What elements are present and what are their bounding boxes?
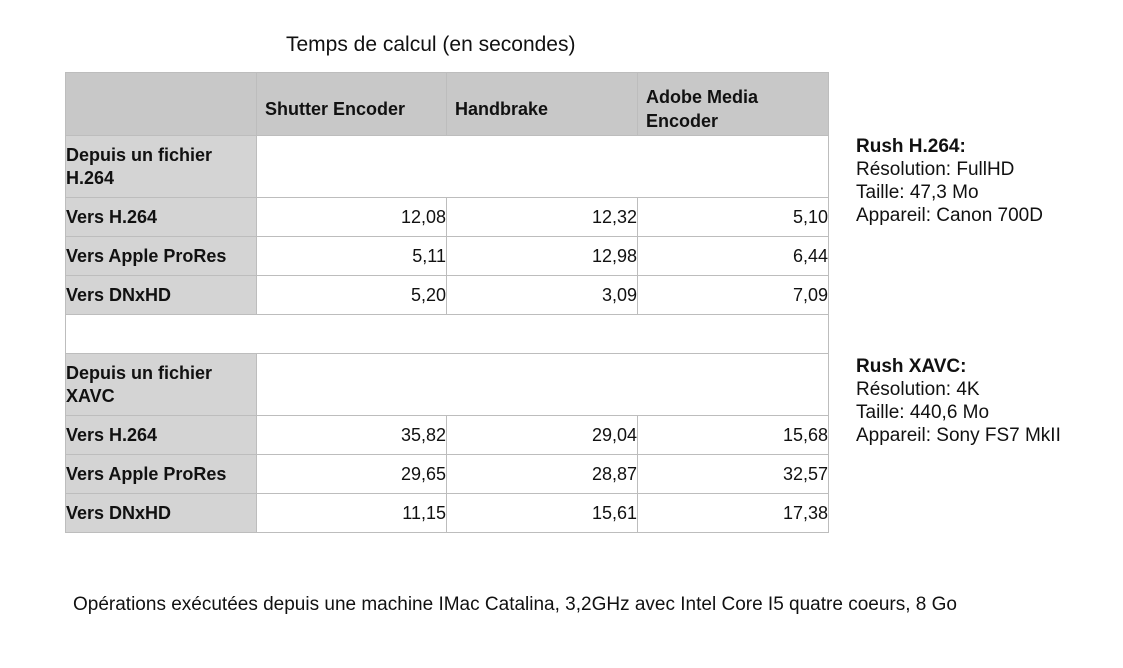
group-blank-cell [257, 354, 829, 416]
table-cell: 12,98 [447, 237, 638, 276]
rush-h264-info [856, 135, 1043, 227]
group-label: Depuis un fichier XAVC [66, 354, 257, 416]
rush-size: Taille: 440,6 Mo [856, 402, 990, 423]
table-cell: 12,08 [257, 198, 447, 237]
table-cell: 5,10 [638, 198, 829, 237]
footer-note: Opérations exécutées depuis une machine IMac Catalina, 3,2GHz avec Intel Core I5 quatre coeurs, 8 Go [73, 594, 957, 615]
spacer-row [66, 315, 829, 354]
table-cell: 29,04 [447, 416, 638, 455]
col-header-adobe-media-encoder: Adobe Media Encoder [638, 73, 829, 136]
table-cell: 17,38 [638, 494, 829, 533]
table-row [66, 455, 829, 494]
row-label: Vers Apple ProRes [66, 237, 257, 276]
table-cell: 7,09 [638, 276, 829, 315]
rush-resolution: Résolution: 4K [856, 379, 980, 400]
group-row-xavc [66, 354, 829, 416]
timing-table [65, 72, 829, 533]
table-cell: 5,20 [257, 276, 447, 315]
rush-title: Rush XAVC: [856, 356, 967, 377]
table-row [66, 416, 829, 455]
rush-resolution: Résolution: FullHD [856, 159, 1015, 180]
col-header-handbrake: Handbrake [447, 73, 638, 136]
rush-device: Appareil: Canon 700D [856, 205, 1043, 226]
table-row [66, 494, 829, 533]
row-label: Vers Apple ProRes [66, 455, 257, 494]
table-cell: 6,44 [638, 237, 829, 276]
table-cell: 15,68 [638, 416, 829, 455]
table-cell: 35,82 [257, 416, 447, 455]
table-cell: 32,57 [638, 455, 829, 494]
header-empty-cell [66, 73, 257, 136]
table-cell: 15,61 [447, 494, 638, 533]
rush-xavc-info [856, 355, 1061, 447]
row-label: Vers H.264 [66, 198, 257, 237]
rush-size: Taille: 47,3 Mo [856, 182, 979, 203]
rush-title: Rush H.264: [856, 136, 966, 157]
row-label: Vers DNxHD [66, 276, 257, 315]
group-row-h264 [66, 136, 829, 198]
table-cell: 3,09 [447, 276, 638, 315]
row-label: Vers H.264 [66, 416, 257, 455]
table-cell: 11,15 [257, 494, 447, 533]
header-row [66, 73, 829, 136]
col-header-shutter-encoder: Shutter Encoder [257, 73, 447, 136]
row-label: Vers DNxHD [66, 494, 257, 533]
spacer-cell [66, 315, 829, 354]
table-cell: 5,11 [257, 237, 447, 276]
group-label: Depuis un fichier H.264 [66, 136, 257, 198]
table-cell: 29,65 [257, 455, 447, 494]
table-title: Temps de calcul (en secondes) [286, 33, 576, 56]
rush-device: Appareil: Sony FS7 MkII [856, 425, 1061, 446]
table-row [66, 237, 829, 276]
table-cell: 12,32 [447, 198, 638, 237]
table-row [66, 276, 829, 315]
table-cell: 28,87 [447, 455, 638, 494]
table-row [66, 198, 829, 237]
group-blank-cell [257, 136, 829, 198]
